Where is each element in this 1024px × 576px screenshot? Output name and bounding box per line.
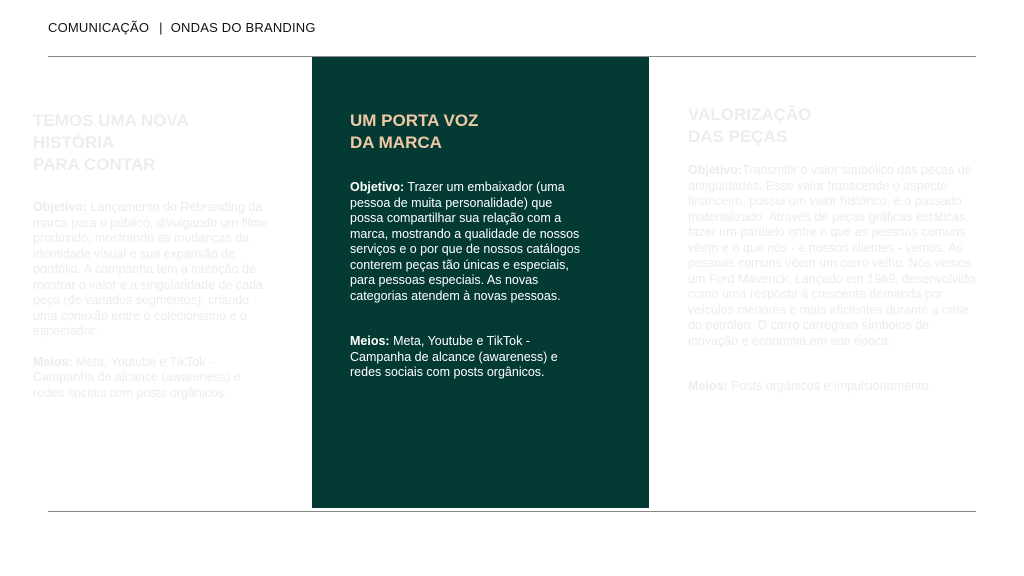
objective-text: Transmitir o valor simbólico das peças de antiguidades. Esse valor transcende o aspecto financeiro, possui um valor histórico, é o passado materializado. Através de peças gráficas estáticas, fazer um paralelo entre o que as pessoas comuns vêem e o que nós - e nossos clientes - vemos. As pessoas comuns vêem um carro velho. Nós vemos um Ford Maverick, Lançado em 1969, desenvolvido como uma resposta à crescente demanda por veículos menores e mais eficientes durante a crise do petróleo. O carro carregava símbolos de inovação e economia em sua época. bbox=[688, 163, 975, 348]
means-label: Meios: bbox=[33, 354, 73, 369]
objective-paragraph bbox=[33, 200, 273, 340]
section-label: COMUNICAÇÃO bbox=[48, 20, 150, 35]
page-header bbox=[48, 20, 316, 35]
objective-label: Objetivo: bbox=[350, 180, 405, 194]
objective-text: Lançamento do Rebranding da marca para o público, divulgando um filme produzido, mostrando as mudanças da identidade visual e sua expansão de portfólio. A campanha tem a intenção de mostrar o valor e a singularidade de cada peça (de variados segmentos), criando uma conexão entre o colecionismo e o espectador. bbox=[33, 200, 268, 338]
objective-paragraph bbox=[688, 163, 978, 349]
means-text: Meta, Youtube e TikTok - Campanha de alcance (awareness) e redes sociais com posts orgânicos. bbox=[350, 334, 558, 379]
means-label: Meios: bbox=[688, 379, 728, 393]
bottom-divider bbox=[48, 511, 976, 512]
objective-paragraph bbox=[350, 180, 582, 304]
objective-label: Objetivo: bbox=[688, 163, 743, 177]
means-paragraph bbox=[33, 355, 273, 402]
header-separator: | bbox=[159, 20, 163, 35]
subsection-label: ONDAS DO BRANDING bbox=[170, 20, 316, 35]
means-paragraph bbox=[350, 334, 582, 381]
objective-text: Trazer um embaixador (uma pessoa de muita personalidade) que possa compartilhar sua relação com a marca, mostrando a qualidade de nossos serviços e o por que de nossos catálogos conterem peças tão únicas e especiais, para pessoas especiais. As novas categorias atendem à novas pessoas. bbox=[350, 180, 580, 303]
objective-label: Objetivo: bbox=[33, 200, 88, 214]
means-text: Posts orgânicos e impulsionamento. bbox=[727, 379, 932, 393]
column-rebranding bbox=[33, 110, 273, 401]
means-label: Meios: bbox=[350, 334, 390, 348]
column-piece-valuation bbox=[688, 104, 978, 395]
column-title: TEMOS UMA NOVA HISTÓRIA PARA CONTAR bbox=[33, 111, 189, 174]
means-paragraph bbox=[688, 379, 978, 395]
column-brand-ambassador bbox=[350, 110, 582, 381]
means-text: Meta, Youtube e TikTok - Campanha de alcance (awareness) e redes sociais com posts orgânicos. bbox=[33, 354, 241, 400]
column-title: UM PORTA VOZ DA MARCA bbox=[350, 111, 479, 152]
column-title: VALORIZAÇÃO DAS PEÇAS bbox=[688, 105, 812, 146]
